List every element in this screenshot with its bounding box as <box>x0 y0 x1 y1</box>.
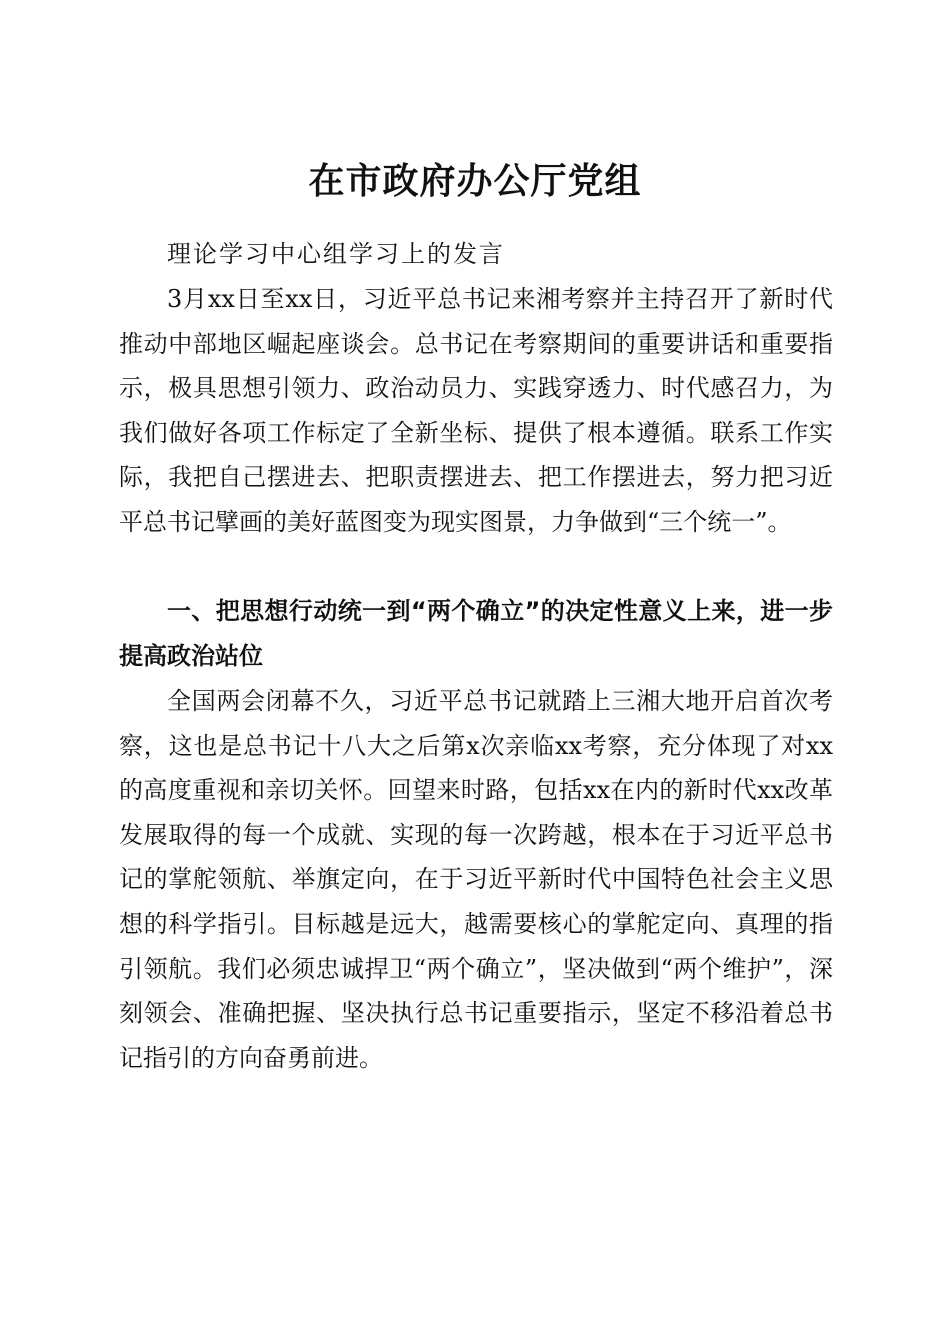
paragraph-section-1: 全国两会闭幕不久，习近平总书记就踏上三湘大地开启首次考察，这也是总书记十八大之后第x次亲临xx考察，充分体现了对xx的高度重视和亲切关怀。回望来时路，包括xx在内的新时代xx改革发展取得的每一个成就、实现的每一次跨越，根本在于习近平总书记的掌舵领航、举旗定向，在于习近平新时代中国特色社会主义思想的科学指引。目标越是远大，越需要核心的掌舵定向、真理的指引领航。我们必须忠诚捍卫“两个确立”，坚决做到“两个维护”，深刻领会、准确把握、坚决执行总书记重要指示，坚定不移沿着总书记指引的方向奋勇前进。 <box>119 687 833 1072</box>
document-title: 在市政府办公厅党组 <box>308 160 642 203</box>
section-heading-1: 一、把思想行动统一到“两个确立”的决定性意义上来，进一步提高政治站位 <box>119 597 833 670</box>
paragraph-intro: 3月xx日至xx日，习近平总书记来湘考察并主持召开了新时代推动中部地区崛起座谈会。总书记在考察期间的重要讲话和重要指示，极具思想引领力、政治动员力、实践穿透力、时代感召力，为我们做好各项工作标定了全新坐标、提供了根本遵循。联系工作实际，我把自己摆进去、把职责摆进去、把工作摆进去，努力把习近平总书记擘画的美好蓝图变为现实图景，力争做到“三个统一”。 <box>119 285 833 536</box>
document-subtitle: 理论学习中心组学习上的发言 <box>167 240 505 268</box>
